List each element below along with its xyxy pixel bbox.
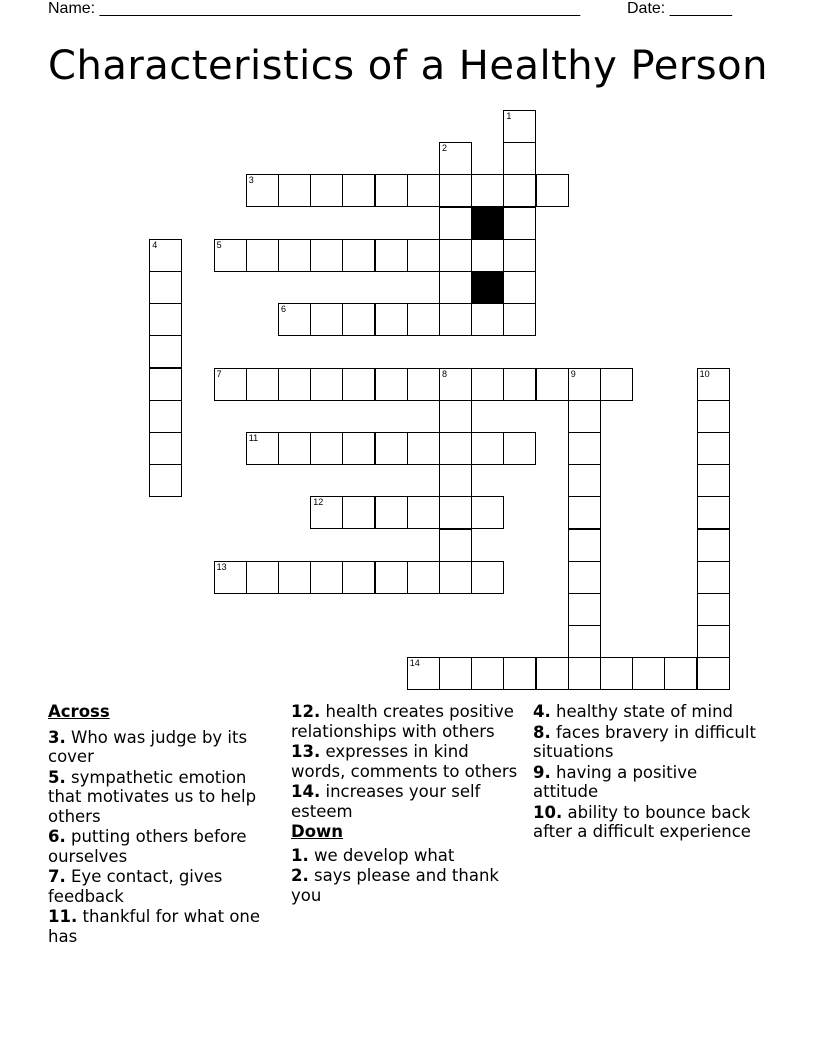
clue-number: 13. — [291, 742, 321, 761]
page-title: Characteristics of a Healthy Person — [48, 43, 768, 89]
clue-across-5 — [48, 768, 280, 827]
clue-number: 3. — [48, 727, 66, 747]
answer-cell[interactable] — [536, 657, 569, 690]
answer-cell[interactable] — [342, 432, 375, 465]
answer-cell[interactable] — [407, 239, 440, 272]
answer-cell[interactable] — [471, 657, 504, 690]
answer-cell[interactable] — [278, 303, 311, 336]
answer-cell[interactable] — [632, 657, 665, 690]
answer-cell[interactable] — [342, 561, 375, 594]
answer-cell[interactable] — [600, 368, 633, 401]
answer-cell[interactable] — [503, 174, 536, 207]
answer-cell[interactable] — [697, 561, 730, 594]
answer-cell[interactable] — [439, 142, 472, 175]
clues-column-2 — [291, 702, 523, 906]
clue-down-1 — [291, 846, 523, 866]
answer-cell[interactable] — [149, 303, 182, 336]
answer-cell[interactable] — [214, 239, 247, 272]
cell-number: 3 — [248, 175, 254, 186]
answer-cell[interactable] — [503, 432, 536, 465]
clue-across-12 — [291, 702, 523, 741]
cell-number: 4 — [152, 239, 158, 250]
answer-cell[interactable] — [664, 657, 697, 690]
answer-cell[interactable] — [439, 529, 472, 562]
answer-cell[interactable] — [439, 368, 472, 401]
clue-text: Eye contact, gives feedback — [48, 867, 223, 906]
cell-number: 5 — [216, 239, 222, 250]
cell-number: 14 — [409, 658, 420, 669]
answer-cell[interactable] — [149, 432, 182, 465]
clue-text: faces bravery in difficult situations — [533, 722, 756, 761]
clue-across-13 — [291, 742, 523, 781]
cell-number: 12 — [313, 497, 324, 508]
answer-cell[interactable] — [342, 368, 375, 401]
answer-cell[interactable] — [342, 239, 375, 272]
answer-cell[interactable] — [310, 239, 343, 272]
clue-text: health creates positive relationships with others — [291, 702, 514, 741]
answer-cell[interactable] — [697, 529, 730, 562]
answer-cell[interactable] — [697, 432, 730, 465]
name-field[interactable]: Name: ______________________________________________________ — [48, 0, 581, 17]
answer-cell[interactable] — [697, 368, 730, 401]
answer-cell[interactable] — [342, 303, 375, 336]
answer-cell[interactable] — [439, 561, 472, 594]
answer-cell[interactable] — [375, 496, 408, 529]
answer-cell[interactable] — [503, 142, 536, 175]
answer-cell[interactable] — [375, 368, 408, 401]
answer-cell[interactable] — [246, 432, 279, 465]
answer-cell[interactable] — [149, 271, 182, 304]
clue-number: 14. — [291, 782, 321, 801]
clue-number: 4. — [533, 702, 551, 721]
clue-number: 10. — [533, 802, 563, 822]
answer-cell[interactable] — [407, 303, 440, 336]
answer-cell[interactable] — [310, 368, 343, 401]
answer-cell[interactable] — [246, 561, 279, 594]
answer-cell[interactable] — [246, 239, 279, 272]
answer-cell[interactable] — [149, 368, 182, 401]
answer-cell[interactable] — [568, 593, 601, 626]
answer-cell[interactable] — [471, 432, 504, 465]
answer-cell[interactable] — [439, 174, 472, 207]
answer-cell[interactable] — [471, 496, 504, 529]
answer-cell[interactable] — [471, 561, 504, 594]
answer-cell[interactable] — [503, 368, 536, 401]
answer-cell[interactable] — [375, 561, 408, 594]
answer-cell[interactable] — [278, 561, 311, 594]
down-heading: Down — [291, 822, 344, 841]
answer-cell[interactable] — [278, 368, 311, 401]
answer-cell[interactable] — [310, 174, 343, 207]
answer-cell[interactable] — [407, 174, 440, 207]
cell-number: 10 — [699, 368, 710, 379]
answer-cell[interactable] — [407, 368, 440, 401]
date-field[interactable]: Date: _______ — [627, 0, 732, 17]
answer-cell[interactable] — [568, 432, 601, 465]
answer-cell[interactable] — [697, 464, 730, 497]
answer-cell[interactable] — [471, 368, 504, 401]
answer-cell[interactable] — [439, 207, 472, 240]
answer-cell[interactable] — [568, 368, 601, 401]
answer-cell[interactable] — [310, 496, 343, 529]
answer-cell[interactable] — [568, 529, 601, 562]
cell-number: 6 — [281, 304, 287, 315]
cell-number: 1 — [506, 111, 512, 121]
answer-cell[interactable] — [439, 657, 472, 690]
answer-cell[interactable] — [375, 239, 408, 272]
clue-across-7 — [48, 867, 280, 906]
clues-column-1 — [48, 702, 280, 947]
answer-cell[interactable] — [697, 657, 730, 690]
clue-across-3 — [48, 728, 280, 767]
cell-number: 13 — [216, 561, 227, 572]
answer-cell[interactable] — [600, 657, 633, 690]
answer-cell[interactable] — [149, 239, 182, 272]
clue-text: having a positive attitude — [533, 762, 698, 801]
answer-cell[interactable] — [568, 400, 601, 433]
clue-number: 1. — [291, 845, 309, 865]
answer-cell[interactable] — [568, 464, 601, 497]
answer-cell[interactable] — [439, 432, 472, 465]
answer-cell[interactable] — [375, 303, 408, 336]
answer-cell[interactable] — [503, 657, 536, 690]
answer-cell[interactable] — [342, 496, 375, 529]
cell-number: 9 — [570, 368, 576, 379]
answer-cell[interactable] — [214, 368, 247, 401]
answer-cell[interactable] — [375, 174, 408, 207]
clue-number: 2. — [291, 866, 309, 885]
answer-cell[interactable] — [471, 303, 504, 336]
clue-down-8 — [533, 723, 765, 762]
clue-number: 5. — [48, 767, 66, 787]
answer-cell[interactable] — [503, 207, 536, 240]
answer-cell[interactable] — [471, 239, 504, 272]
answer-cell[interactable] — [503, 110, 536, 143]
clue-text: expresses in kind words, comments to others — [291, 742, 518, 781]
clue-across-6 — [48, 827, 280, 866]
clue-number: 12. — [291, 702, 321, 721]
clue-number: 8. — [533, 722, 551, 742]
answer-cell[interactable] — [697, 496, 730, 529]
answer-cell[interactable] — [310, 432, 343, 465]
clue-down-9 — [533, 763, 765, 802]
answer-cell[interactable] — [471, 174, 504, 207]
answer-cell[interactable] — [407, 496, 440, 529]
clue-down-4 — [533, 702, 765, 722]
answer-cell[interactable] — [278, 432, 311, 465]
answer-cell[interactable] — [536, 368, 569, 401]
answer-cell[interactable] — [149, 335, 182, 368]
answer-cell[interactable] — [568, 625, 601, 658]
answer-cell[interactable] — [568, 657, 601, 690]
cell-number: 8 — [442, 368, 448, 379]
clue-text: says please and thank you — [291, 866, 499, 905]
answer-cell[interactable] — [407, 432, 440, 465]
clue-number: 9. — [533, 762, 551, 782]
clues-column-3 — [533, 702, 765, 843]
answer-cell[interactable] — [246, 368, 279, 401]
answer-cell[interactable] — [439, 303, 472, 336]
clue-text: thankful for what one has — [48, 907, 261, 946]
clue-number: 11. — [48, 907, 78, 926]
answer-cell[interactable] — [149, 464, 182, 497]
answer-cell[interactable] — [697, 593, 730, 626]
answer-cell[interactable] — [407, 561, 440, 594]
clue-text: ability to bounce back after a difficult experience — [533, 802, 751, 841]
clue-text: healthy state of mind — [556, 702, 734, 721]
clue-number: 6. — [48, 827, 66, 846]
answer-cell[interactable] — [439, 496, 472, 529]
answer-cell[interactable] — [697, 625, 730, 658]
answer-cell[interactable] — [568, 561, 601, 594]
answer-cell[interactable] — [568, 496, 601, 529]
clue-down-10 — [533, 803, 765, 842]
answer-cell[interactable] — [310, 561, 343, 594]
answer-cell[interactable] — [278, 174, 311, 207]
cell-number: 11 — [248, 433, 259, 443]
clue-across-11 — [48, 907, 280, 946]
answer-cell[interactable] — [342, 174, 375, 207]
clue-text: Who was judge by its cover — [48, 727, 248, 766]
answer-cell[interactable] — [375, 432, 408, 465]
cell-number: 7 — [216, 368, 222, 379]
clue-down-2 — [291, 866, 523, 905]
answer-cell[interactable] — [439, 400, 472, 433]
clue-text: sympathetic emotion that motivates us to help others — [48, 767, 257, 826]
clue-across-14 — [291, 782, 523, 821]
cell-number: 2 — [442, 143, 448, 154]
black-square — [471, 207, 504, 240]
answer-cell[interactable] — [407, 657, 440, 690]
answer-cell[interactable] — [149, 400, 182, 433]
answer-cell[interactable] — [503, 303, 536, 336]
clue-text: increases your self esteem — [291, 782, 481, 821]
answer-cell[interactable] — [697, 400, 730, 433]
clue-number: 7. — [48, 867, 66, 886]
answer-cell[interactable] — [214, 561, 247, 594]
across-heading: Across — [48, 702, 110, 721]
answer-cell[interactable] — [310, 303, 343, 336]
answer-cell[interactable] — [439, 239, 472, 272]
clue-text: putting others before ourselves — [48, 827, 247, 866]
answer-cell[interactable] — [503, 239, 536, 272]
answer-cell[interactable] — [439, 271, 472, 304]
answer-cell[interactable] — [503, 271, 536, 304]
answer-cell[interactable] — [439, 464, 472, 497]
black-square — [471, 271, 504, 304]
answer-cell[interactable] — [278, 239, 311, 272]
answer-cell[interactable] — [536, 174, 569, 207]
clue-text: we develop what — [314, 845, 455, 865]
answer-cell[interactable] — [246, 174, 279, 207]
